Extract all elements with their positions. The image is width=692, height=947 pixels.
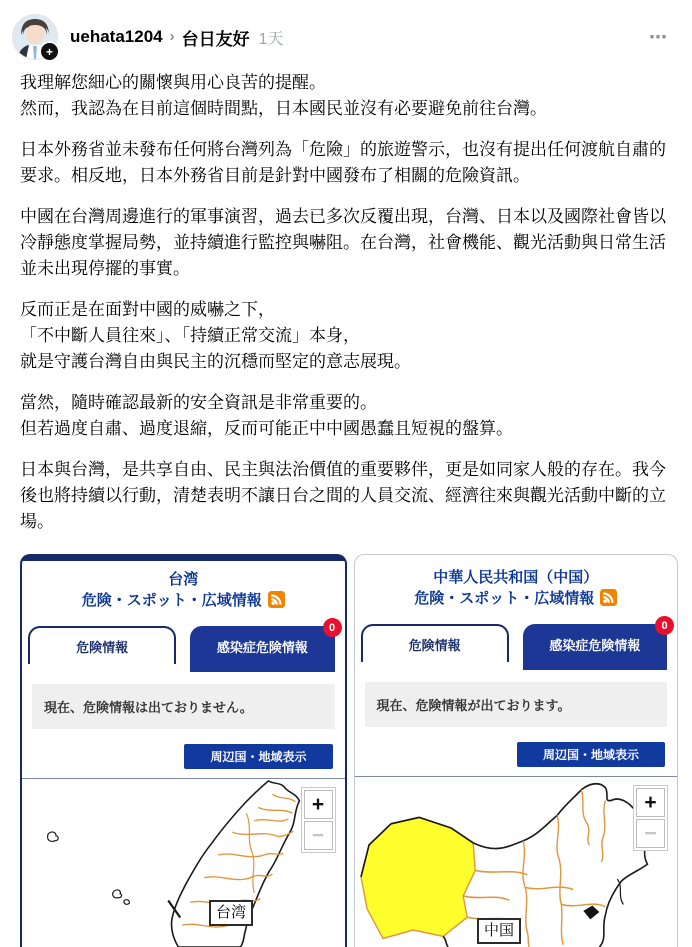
- paragraph: [20, 390, 672, 442]
- map-zoom-control: [301, 787, 336, 853]
- text-line: 中國在台灣周邊進行的軍事演習，過去已多次反覆出現，台灣、日本以及國際社會皆以冷靜態度掌握局勢，並持續進行監控與嚇阻。在台灣，社會機能、觀光活動與日常生活並未出現停擺的事實。: [20, 207, 666, 278]
- card-title-info: 危険・スポット・広域情報: [22, 590, 345, 611]
- card-title: [22, 561, 345, 611]
- tab-infection-info: 感染症危険情報 0: [190, 626, 334, 672]
- more-options-icon[interactable]: ⋯: [649, 27, 668, 47]
- tab-danger-info: 危険情報: [28, 626, 176, 664]
- paragraph: [20, 70, 672, 122]
- taiwan-map: [22, 778, 345, 947]
- card-title: [355, 559, 678, 609]
- avatar[interactable]: [12, 14, 58, 60]
- neighboring-region-button: 周辺国・地域表示: [517, 742, 665, 767]
- rss-icon: [268, 591, 285, 608]
- zoom-in-button: +: [304, 790, 333, 819]
- tab-danger-info: 危険情報: [361, 624, 509, 662]
- paragraph: [20, 297, 672, 375]
- tab-infection-info: 感染症危険情報 0: [523, 624, 667, 670]
- text-line: 我理解您細心的關懷與用心良苦的提醒。: [20, 73, 326, 92]
- neighboring-region-button: 周辺国・地域表示: [184, 744, 332, 769]
- count-badge: 0: [655, 616, 674, 635]
- paragraph: [20, 457, 672, 535]
- card-title-region: 中華人民共和国（中国）: [433, 569, 599, 586]
- china-map: [355, 776, 678, 947]
- text-line: 日本與台灣，是共享自由、民主與法治價值的重要夥伴，更是如同家人般的存在。我今後也將持續以行動，清楚表明不讓日台之間的人員交流、經濟往來與觀光活動中斷的立場。: [20, 460, 666, 531]
- text-line: 「不中斷人員往來」、「持續正常交流」本身，: [20, 326, 360, 345]
- header-line: [70, 25, 643, 50]
- rss-icon: [600, 589, 617, 606]
- map-label: 台湾: [209, 900, 253, 926]
- follow-plus-button[interactable]: +: [39, 41, 60, 62]
- paragraph: [20, 204, 672, 282]
- tab-bar: [355, 619, 678, 670]
- taiwan-map-image: [22, 779, 345, 947]
- chevron-right-icon: ›: [169, 27, 175, 45]
- post-body: [0, 62, 692, 554]
- card-title-region: 台湾: [168, 571, 199, 588]
- timestamp: 1天: [258, 30, 284, 48]
- text-line: 但若過度自肅、過度退縮，反而可能正中中國愚蠢且短視的盤算。: [20, 419, 513, 438]
- post-header: [0, 0, 692, 62]
- community-link[interactable]: 台日友好: [181, 29, 250, 49]
- advisory-notice: 現在、危険情報は出ておりません。: [32, 684, 335, 729]
- attachments-row: [0, 554, 692, 947]
- attachment-taiwan-advisory[interactable]: [20, 554, 347, 947]
- text-line: 日本外務省並未發布任何將台灣列為「危險」的旅遊警示，也沒有提出任何渡航自肅的要求。相反地，日本外務省目前是針對中國發布了相關的危險資訊。: [20, 140, 666, 185]
- map-zoom-control: [633, 785, 668, 851]
- username-link[interactable]: uehata1204: [70, 27, 163, 46]
- advisory-notice: 現在、危険情報が出ております。: [365, 682, 668, 727]
- card-title-info: 危険・スポット・広域情報: [355, 588, 678, 609]
- zoom-out-button: −: [636, 819, 665, 848]
- tab-bar: [22, 621, 345, 672]
- zoom-in-button: +: [636, 788, 665, 817]
- text-line: 反而正是在面對中國的威嚇之下，: [20, 300, 275, 319]
- map-label: 中国: [477, 918, 521, 944]
- count-badge: 0: [323, 618, 342, 637]
- text-line: 當然，隨時確認最新的安全資訊是非常重要的。: [20, 393, 377, 412]
- zoom-out-button: −: [304, 821, 333, 850]
- paragraph: [20, 137, 672, 189]
- text-line: 然而，我認為在目前這個時間點，日本國民並沒有必要避免前往台灣。: [20, 99, 547, 118]
- attachment-china-advisory[interactable]: [354, 554, 679, 947]
- text-line: 就是守護台灣自由與民主的沉穩而堅定的意志展現。: [20, 352, 411, 371]
